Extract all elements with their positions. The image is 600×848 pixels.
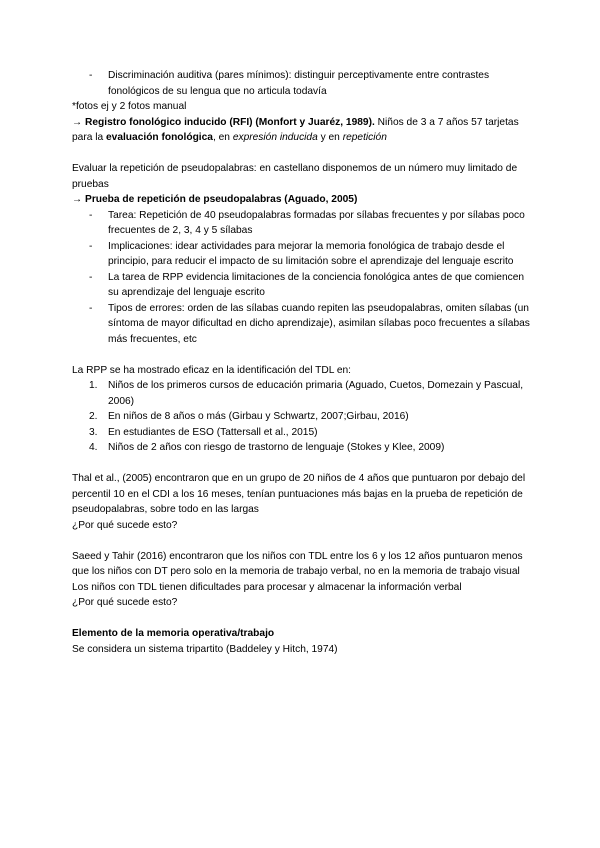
dificultades-paragraph: Los niños con TDL tienen dificultades para procesar y almacenar la información verbal bbox=[72, 581, 462, 593]
list-number: 2. bbox=[89, 411, 98, 422]
list-item-text: La tarea de RPP evidencia limitaciones de la conciencia fonológica antes de que comiencen su aprendizaje del lenguaje escrito bbox=[108, 271, 525, 298]
rfi-bold-term: evaluación fonológica bbox=[105, 132, 213, 143]
list-item-text: Tarea: Repetición de 40 pseudopalabras formadas por sílabas frecuentes y por sílabas poco frecuentes de 2, 3, 4 y 5 sílabas bbox=[108, 209, 525, 236]
discriminacion-list bbox=[72, 68, 532, 99]
list-item-text: Niños de 2 años con riesgo de trastorno de lenguaje (Stokes y Klee, 2009) bbox=[108, 442, 445, 453]
list-item-text: Implicaciones: idear actividades para mejorar la memoria fonológica de trabajo desde el principio, para reducir el impacto de su limitación sobre el aprendizaje del lenguaje escrito bbox=[108, 240, 514, 267]
list-item bbox=[72, 378, 532, 409]
rfi-title: Registro fonológico inducido (RFI) (Monfort y Juaréz, 1989). bbox=[85, 116, 375, 128]
list-item-text: Niños de los primeros cursos de educación primaria (Aguado, Cuetos, Domezain y Pascual, 2006) bbox=[108, 380, 524, 407]
list-item bbox=[72, 239, 532, 270]
rfi-text: , en bbox=[212, 132, 233, 143]
memoria-heading bbox=[72, 626, 532, 642]
list-item bbox=[72, 425, 532, 441]
rpp-eficaz-paragraph: La RPP se ha mostrado eficaz en la identificación del TDL en: bbox=[72, 364, 351, 376]
list-item-text: En niños de 8 años o más (Girbau y Schwartz, 2007;Girbau, 2016) bbox=[108, 411, 409, 422]
list-item bbox=[72, 409, 532, 425]
tdl-list bbox=[72, 378, 532, 456]
rpp-heading bbox=[72, 192, 532, 208]
list-item bbox=[72, 270, 532, 301]
rfi-text: Niños de 3 a 7 años 57 tarjetas para la bbox=[72, 116, 519, 143]
document-body bbox=[72, 68, 532, 657]
rpp-title: Prueba de repetición de pseudopalabras (Aguado, 2005) bbox=[85, 194, 358, 205]
tripartito-paragraph: Se considera un sistema tripartito (Baddeley y Hitch, 1974) bbox=[72, 643, 338, 655]
list-number: 4. bbox=[89, 442, 98, 453]
list-item bbox=[72, 440, 532, 456]
arrow-icon: → bbox=[72, 194, 86, 205]
rfi-italic-term: repetición bbox=[342, 132, 387, 143]
question-1: ¿Por qué sucede esto? bbox=[72, 519, 178, 531]
rfi-italic-term: expresión inducida bbox=[232, 132, 318, 143]
rfi-paragraph bbox=[72, 115, 532, 146]
note-fotos: *fotos ej y 2 fotos manual bbox=[72, 101, 187, 112]
list-number: 3. bbox=[89, 426, 98, 438]
rfi-text: y en bbox=[317, 132, 343, 143]
evaluar-paragraph: Evaluar la repetición de pseudopalabras: en castellano disponemos de un número muy limitado de pruebas bbox=[72, 163, 518, 190]
rpp-list bbox=[72, 208, 532, 348]
thal-paragraph: Thal et al., (2005) encontraron que en un grupo de 20 niños de 4 años que puntuaron por debajo del percentil 10 en el CDI a los 16 meses, tenían puntuaciones más bajas en la prueba de repetición de pseudopalabras, sobre todo en las largas bbox=[72, 473, 526, 515]
list-item-text: Tipos de errores: orden de las sílabas cuando repiten las pseudopalabras, omiten sílabas (un síntoma de mayor dificultad en dicho aprendizaje), asimilan sílabas poco frecuentes a sílabas más frecuentes, etc bbox=[108, 302, 530, 345]
question-2: ¿Por qué sucede esto? bbox=[72, 597, 178, 608]
list-item-text: En estudiantes de ESO (Tattersall et al., 2015) bbox=[108, 426, 318, 438]
arrow-icon: → bbox=[72, 116, 86, 128]
list-item-text: Discriminación auditiva (pares mínimos): distinguir perceptivamente entre contrastes fonológicos de su lengua que no articula todavía bbox=[108, 70, 490, 97]
memoria-heading-text: Elemento de la memoria operativa/trabajo bbox=[72, 628, 275, 639]
list-number: 1. bbox=[89, 380, 98, 391]
list-item bbox=[72, 68, 532, 99]
list-item bbox=[72, 208, 532, 239]
list-item bbox=[72, 301, 532, 348]
saeed-paragraph: Saeed y Tahir (2016) encontraron que los niños con TDL entre los 6 y los 12 años puntuaron menos que los niños con DT pero solo en la memoria de trabajo verbal, no en la memoria de trabajo visual bbox=[72, 550, 523, 577]
